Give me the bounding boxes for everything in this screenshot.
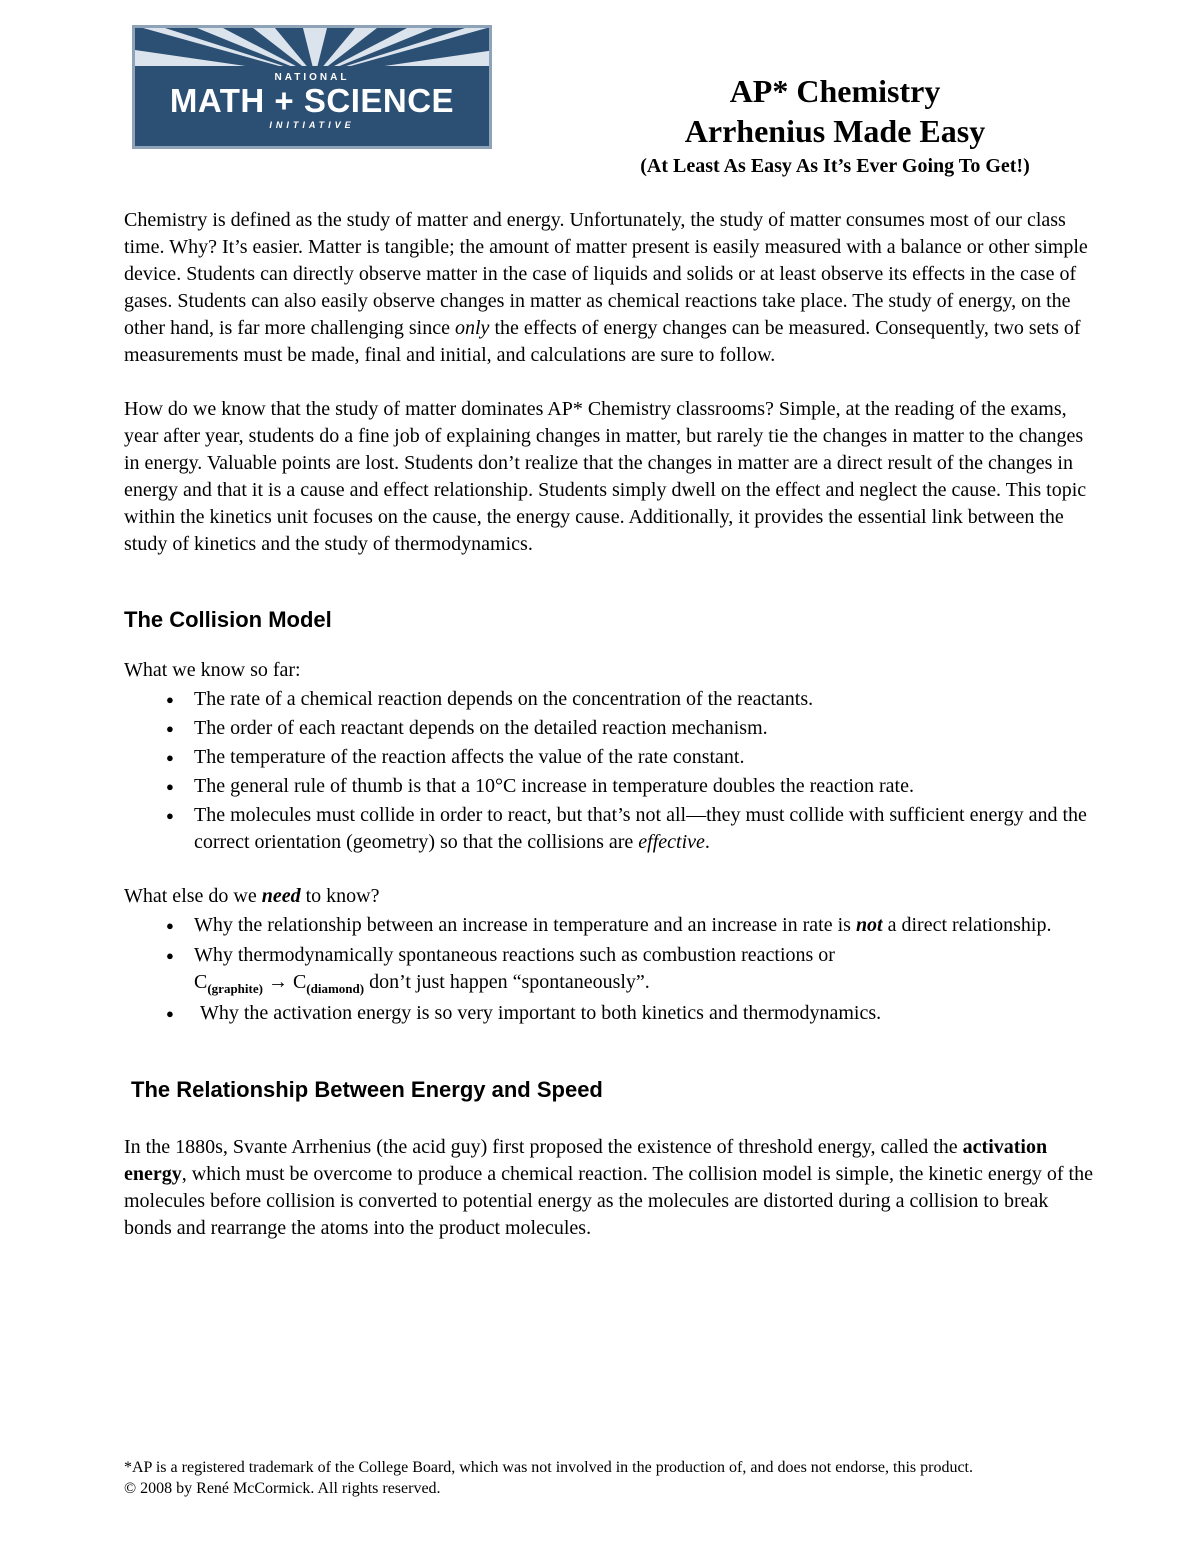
list-item: ● The rate of a chemical reaction depends on the concentration of the reactants. [194,686,1099,713]
intro-paragraph-1: Chemistry is defined as the study of matter and energy. Unfortunately, the study of matter consumes most of our class time. Why? It’s easier. Matter is tangible; the amount of matter present is easily measured with a balance or other simple device. Students can directly observe matter in the case of liquids and solids or at least observe its effects in the case of gases. Students can also easily observe changes in matter as chemical reactions take place. The study of energy, on the other hand, is far more challenging since only the effects of energy changes can be measured. Consequently, two sets of measurements must be made, final and initial, and calculations are sure to follow. [124,209,1088,366]
document-title: AP* Chemistry [729,73,941,109]
list-item: ● The general rule of thumb is that a 10°C increase in temperature doubles the reaction rate. [194,773,1099,800]
logo-main-text: MATH + SCIENCE [169,82,455,119]
document-subtitle: (At Least As Easy As It’s Ever Going To Get!) [640,155,1030,177]
copyright-notice: © 2008 by René McCormick. All rights reserved. [124,1480,441,1497]
trademark-notice: *AP is a registered trademark of the College Board, which was not involved in the production of, and does not endorse, this product. [124,1459,973,1476]
document-subject-title: Arrhenius Made Easy [684,113,986,149]
need-list [124,912,1099,1027]
logo-initiative-text: INITIATIVE [269,120,355,130]
need-label: What else do we need to know? [124,885,380,907]
list-item: ● The order of each reactant depends on the detailed reaction mechanism. [194,715,1099,742]
document-body [124,207,1099,1242]
list-item: ● Why thermodynamically spontaneous reactions such as combustion reactions or $C_{(graphite)} \to C_{(diamond)}$ don’t just happen “spontaneously”. [194,942,1099,996]
logo-national-text: NATIONAL [274,72,350,83]
collision-model-heading: The Collision Model [124,607,332,632]
intro-paragraph-2: How do we know that the study of matter dominates AP* Chemistry classrooms? Simple, at the reading of the exams, year after year, students do a fine job of explaining changes in matter, but rarely tie the changes in matter to the changes in energy. Valuable points are lost. Students don’t realize that the changes in matter are a direct result of the changes in energy and that it is a cause and effect relationship. Students simply dwell on the effect and neglect the cause. This topic within the kinetics unit focuses on the cause, the energy cause. Additionally, it provides the essential link between the study of kinetics and the study of thermodynamics. [124,398,1087,555]
nms-logo [132,25,492,149]
list-item: ● The temperature of the reaction affects the value of the rate constant. [194,744,1099,771]
know-list [124,686,1099,856]
know-label: What we know so far: [124,659,301,681]
energy-speed-heading: The Relationship Between Energy and Speed [131,1077,603,1102]
list-item: ● Why the relationship between an increase in temperature and an increase in rate is not a direct relationship. [194,912,1099,939]
footer [124,1457,1084,1499]
list-item: ● Why the activation energy is so very important to both kinetics and thermodynamics. [194,1000,1099,1027]
energy-paragraph: In the 1880s, Svante Arrhenius (the acid guy) first proposed the existence of threshold energy, called the activation energy, which must be overcome to produce a chemical reaction. The collision model is simple, the kinetic energy of the molecules before collision is converted to potential energy as the molecules are distorted during a collision to break bonds and rearrange the atoms into the product molecules. [124,1136,1093,1239]
list-item: ● The molecules must collide in order to react, but that’s not all—they must collide with sufficient energy and the correct orientation (geometry) so that the collisions are effective. [194,802,1099,856]
